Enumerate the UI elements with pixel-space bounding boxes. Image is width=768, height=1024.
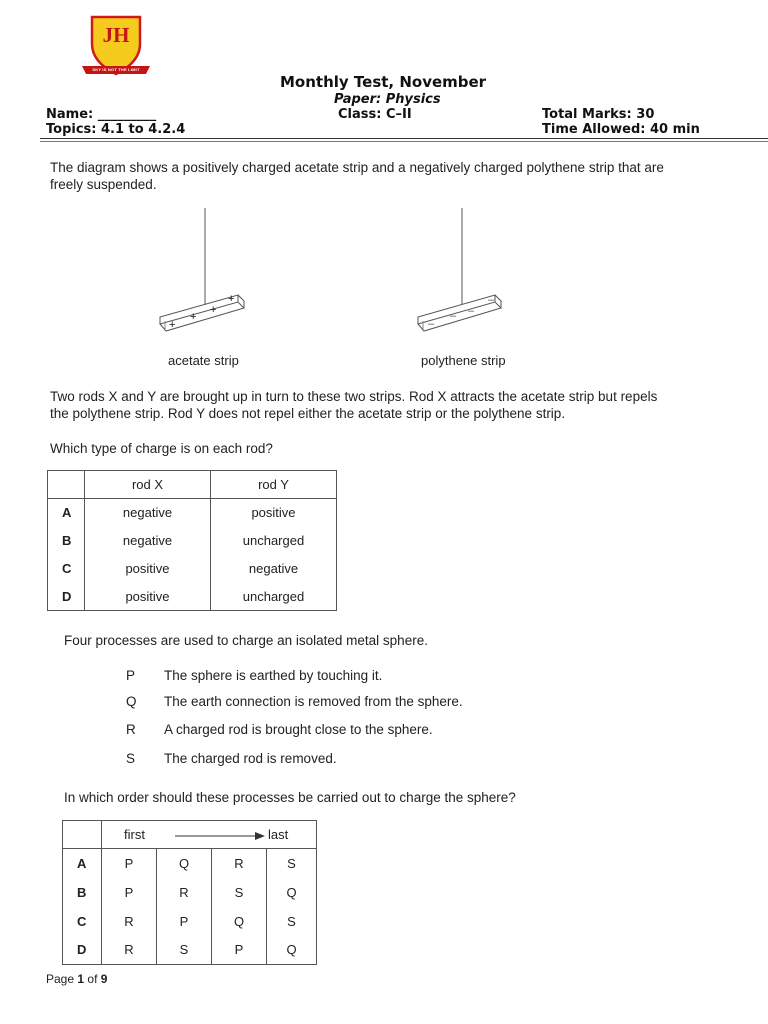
option-key: C xyxy=(48,555,85,583)
q2-intro: Four processes are used to charge an isolated metal sphere. xyxy=(64,633,428,648)
order-cell: R xyxy=(102,907,157,936)
process-text: The sphere is earthed by touching it. xyxy=(164,668,383,683)
header-divider xyxy=(40,138,768,139)
of-word: of xyxy=(87,972,98,986)
option-key: B xyxy=(63,878,102,907)
minus-sign: – xyxy=(468,305,475,317)
rod-x-charge: negative xyxy=(85,527,211,555)
first-label: first xyxy=(124,827,145,842)
table-row xyxy=(48,499,337,527)
minus-sign: – xyxy=(488,294,495,306)
order-cell: S xyxy=(212,878,267,907)
page-total: 9 xyxy=(100,972,108,986)
time-allowed: Time Allowed: 40 min xyxy=(542,122,700,137)
order-cell: P xyxy=(157,907,212,936)
col-header-rod-x: rod X xyxy=(85,471,211,499)
order-cell: S xyxy=(267,849,317,878)
option-key: D xyxy=(48,583,85,611)
process-text: The earth connection is removed from the sphere. xyxy=(164,694,463,709)
order-cell: P xyxy=(212,936,267,965)
process-letter: R xyxy=(126,722,136,737)
acetate-strip-shape xyxy=(160,208,244,331)
charged-strips-diagram xyxy=(150,205,530,345)
q1-body: Two rods X and Y are brought up in turn to these two strips. Rod X attracts the acetate strip but repels the polythene strip. Rod Y does not repel either the acetate strip or the polythene strip. xyxy=(50,389,658,421)
table-corner xyxy=(48,471,85,499)
table-corner xyxy=(63,821,102,849)
table-row xyxy=(48,527,337,555)
rod-y-charge: uncharged xyxy=(211,583,337,611)
order-cell: R xyxy=(157,878,212,907)
plus-sign: + xyxy=(228,293,235,305)
table-row xyxy=(63,878,317,907)
order-cell: R xyxy=(102,936,157,965)
order-cell: R xyxy=(212,849,267,878)
rod-y-charge: positive xyxy=(211,499,337,527)
order-cell: S xyxy=(267,907,317,936)
option-key: C xyxy=(63,907,102,936)
arrow-right-icon xyxy=(175,831,265,841)
rod-x-charge: positive xyxy=(85,583,211,611)
q1-options-table xyxy=(47,470,337,611)
paper-subject: Paper: Physics xyxy=(334,92,441,107)
option-key: B xyxy=(48,527,85,555)
order-cell: Q xyxy=(267,878,317,907)
order-cell: P xyxy=(102,849,157,878)
table-row xyxy=(48,555,337,583)
class-label: Class: C–II xyxy=(338,107,412,122)
table-row xyxy=(48,583,337,611)
table-row xyxy=(63,907,317,936)
plus-sign: + xyxy=(210,304,217,316)
table-row xyxy=(63,849,317,878)
order-cell: Q xyxy=(212,907,267,936)
table-row xyxy=(63,936,317,965)
q2-question: In which order should these processes be carried out to charge the sphere? xyxy=(64,790,516,805)
plus-sign: + xyxy=(169,319,176,331)
process-letter: Q xyxy=(126,694,137,709)
col-header-rod-y: rod Y xyxy=(211,471,337,499)
logo-banner-text: SKY IS NOT THE LIMIT xyxy=(92,67,140,72)
rod-x-charge: negative xyxy=(85,499,211,527)
name-field-label: Name: _________ xyxy=(46,107,157,122)
logo-initials: JH xyxy=(102,23,130,47)
page-word: Page xyxy=(46,972,75,986)
process-letter: S xyxy=(126,751,136,766)
header-divider-thin xyxy=(40,141,768,142)
order-cell: Q xyxy=(157,849,212,878)
school-logo xyxy=(80,14,152,80)
rod-y-charge: negative xyxy=(211,555,337,583)
q1-question: Which type of charge is on each rod? xyxy=(50,441,273,456)
test-title: Monthly Test, November xyxy=(280,73,487,91)
rod-y-charge: uncharged xyxy=(211,527,337,555)
acetate-strip-label: acetate strip xyxy=(168,353,239,368)
process-text: The charged rod is removed. xyxy=(164,751,337,766)
total-marks: Total Marks: 30 xyxy=(542,107,655,122)
minus-sign: – xyxy=(450,310,457,322)
plus-sign: + xyxy=(190,311,197,323)
polythene-strip-label: polythene strip xyxy=(421,353,506,368)
option-key: A xyxy=(63,849,102,878)
rod-x-charge: positive xyxy=(85,555,211,583)
process-letter: P xyxy=(126,668,136,683)
order-cell: Q xyxy=(267,936,317,965)
order-cell: P xyxy=(102,878,157,907)
polythene-strip-shape xyxy=(418,208,501,331)
option-key: D xyxy=(63,936,102,965)
option-key: A xyxy=(48,499,85,527)
order-cell: S xyxy=(157,936,212,965)
order-header xyxy=(102,821,317,849)
minus-sign: – xyxy=(428,318,435,330)
last-label: last xyxy=(268,827,289,842)
page-number: 1 xyxy=(77,972,85,986)
q1-intro: The diagram shows a positively charged acetate strip and a negatively charged polythene strip that are freely suspended. xyxy=(50,160,664,192)
q2-options-table xyxy=(62,820,317,965)
process-text: A charged rod is brought close to the sphere. xyxy=(164,722,433,737)
topics-label: Topics: 4.1 to 4.2.4 xyxy=(46,122,186,137)
page-footer xyxy=(46,972,107,986)
